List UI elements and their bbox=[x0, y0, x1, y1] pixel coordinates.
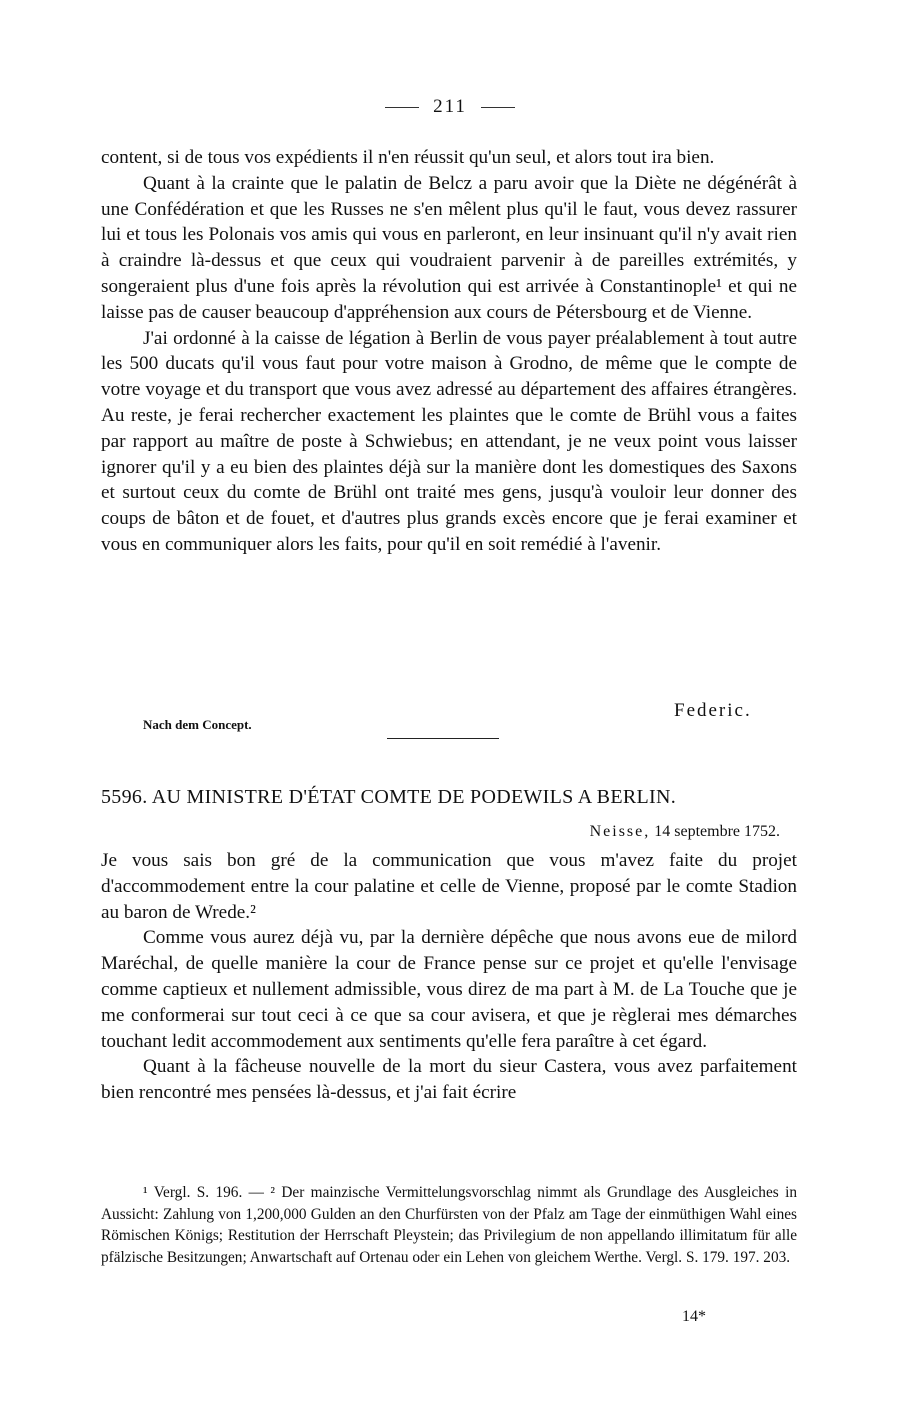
header-dash-left bbox=[385, 107, 419, 108]
signature-mark: 14* bbox=[682, 1308, 706, 1325]
letter-end-body bbox=[101, 145, 797, 558]
signature: Federic. bbox=[674, 700, 752, 721]
footnote-text: ¹ Vergl. S. 196. — ² Der mainzische Vermittelungsvorschlag nimmt als Grundlage des Ausgleiches in Aussicht: Zahlung von 1,200,000 Gulden an den Churfürsten von der Pfalz am Tage der einmüthigen Wahl eines Römischen Königs; Restitution der Herrschaft Pleystein; das Privilegium de non appellando illimitatum für alle pfälzische Besitzungen; Anwartschaft auf Ortenau oder ein Lehen von gleichem Werthe. Vergl. S. 179. 197. 203. bbox=[101, 1184, 797, 1266]
page-number: 211 bbox=[433, 96, 467, 117]
paragraph-1: content, si de tous vos expédients il n'en réussit qu'un seul, et alors tout ira bien. bbox=[101, 147, 715, 168]
paragraph-5: Comme vous aurez déjà vu, par la dernière dépêche que nous avons eue de milord Maréchal, de quelle manière la cour de France pense sur ce projet et qu'elle l'envisage comme captieux et nullement admissible, vous direz de ma part à M. de La Touche que je me conformerai sur tout ceci à ce que sa cour avisera, et que je règlerai mes démarches touchant ledit accommodement aux sentiments qu'elle fera paraître à cet égard. bbox=[101, 927, 797, 1052]
header-dash-right bbox=[481, 107, 515, 108]
source-note: Nach dem Concept. bbox=[143, 717, 252, 732]
paragraph-2: Quant à la crainte que le palatin de Belcz a paru avoir que la Diète ne dégénérât à une Confédération et que les Russes ne s'en mêlent plus qu'il le faut, vous devez rassurer lui et tous les Polonais vos amis qui vous en parleront, en leur insinuant qu'il n'y avait rien à craindre là-dessus et que ceux qui voudraient parvenir à de pareilles extrémités, y songeraient plus d'une fois après la révolution qui est arrivée à Constantinople¹ et qui ne laisse pas de causer beaucoup d'appréhension aux cours de Pétersbourg et de Vienne. bbox=[101, 172, 797, 323]
section-divider bbox=[387, 738, 499, 739]
letter-5596-body bbox=[101, 848, 797, 1106]
paragraph-3: J'ai ordonné à la caisse de légation à Berlin de vous payer préalablement à tout autre les 500 ducats qu'il vous faut pour votre maison à Grodno, de même que le compte de votre voyage et du transport que vous avez adressé au département des affaires étrangères. Au reste, je ferai rechercher exactement les plaintes que le comte de Brühl vous a faites par rapport au maître de poste à Schwiebus; en attendant, je ne veux point vous laisser ignorer qu'il y a eu bien des plaintes déjà sur la manière dont les domestiques des Saxons et surtout ceux du comte de Brühl ont traité mes gens, jusqu'à vouloir leur donner des coups de bâton et de fouet, et d'autres plus grands excès encore que je ferai examiner et vous en communiquer alors les faits, pour qu'il en soit remédié à l'avenir. bbox=[101, 327, 797, 555]
dateline-place: Neisse, bbox=[589, 823, 651, 840]
footnotes bbox=[101, 1182, 797, 1268]
paragraph-6: Quant à la fâcheuse nouvelle de la mort du sieur Castera, vous avez parfaitement bien rencontré mes pensées là-dessus, et j'ai fait écrire bbox=[101, 1056, 797, 1104]
dateline bbox=[530, 823, 780, 841]
dateline-date: 14 septembre 1752. bbox=[654, 823, 780, 840]
page-header bbox=[0, 96, 900, 118]
letter-heading: 5596. AU MINISTRE D'ÉTAT COMTE DE PODEWILS A BERLIN. bbox=[101, 786, 677, 808]
paragraph-4: Je vous sais bon gré de la communication que vous m'avez faite du projet d'accommodement entre la cour palatine et celle de Vienne, proposé par le comte Stadion au baron de Wrede.² bbox=[101, 850, 797, 923]
